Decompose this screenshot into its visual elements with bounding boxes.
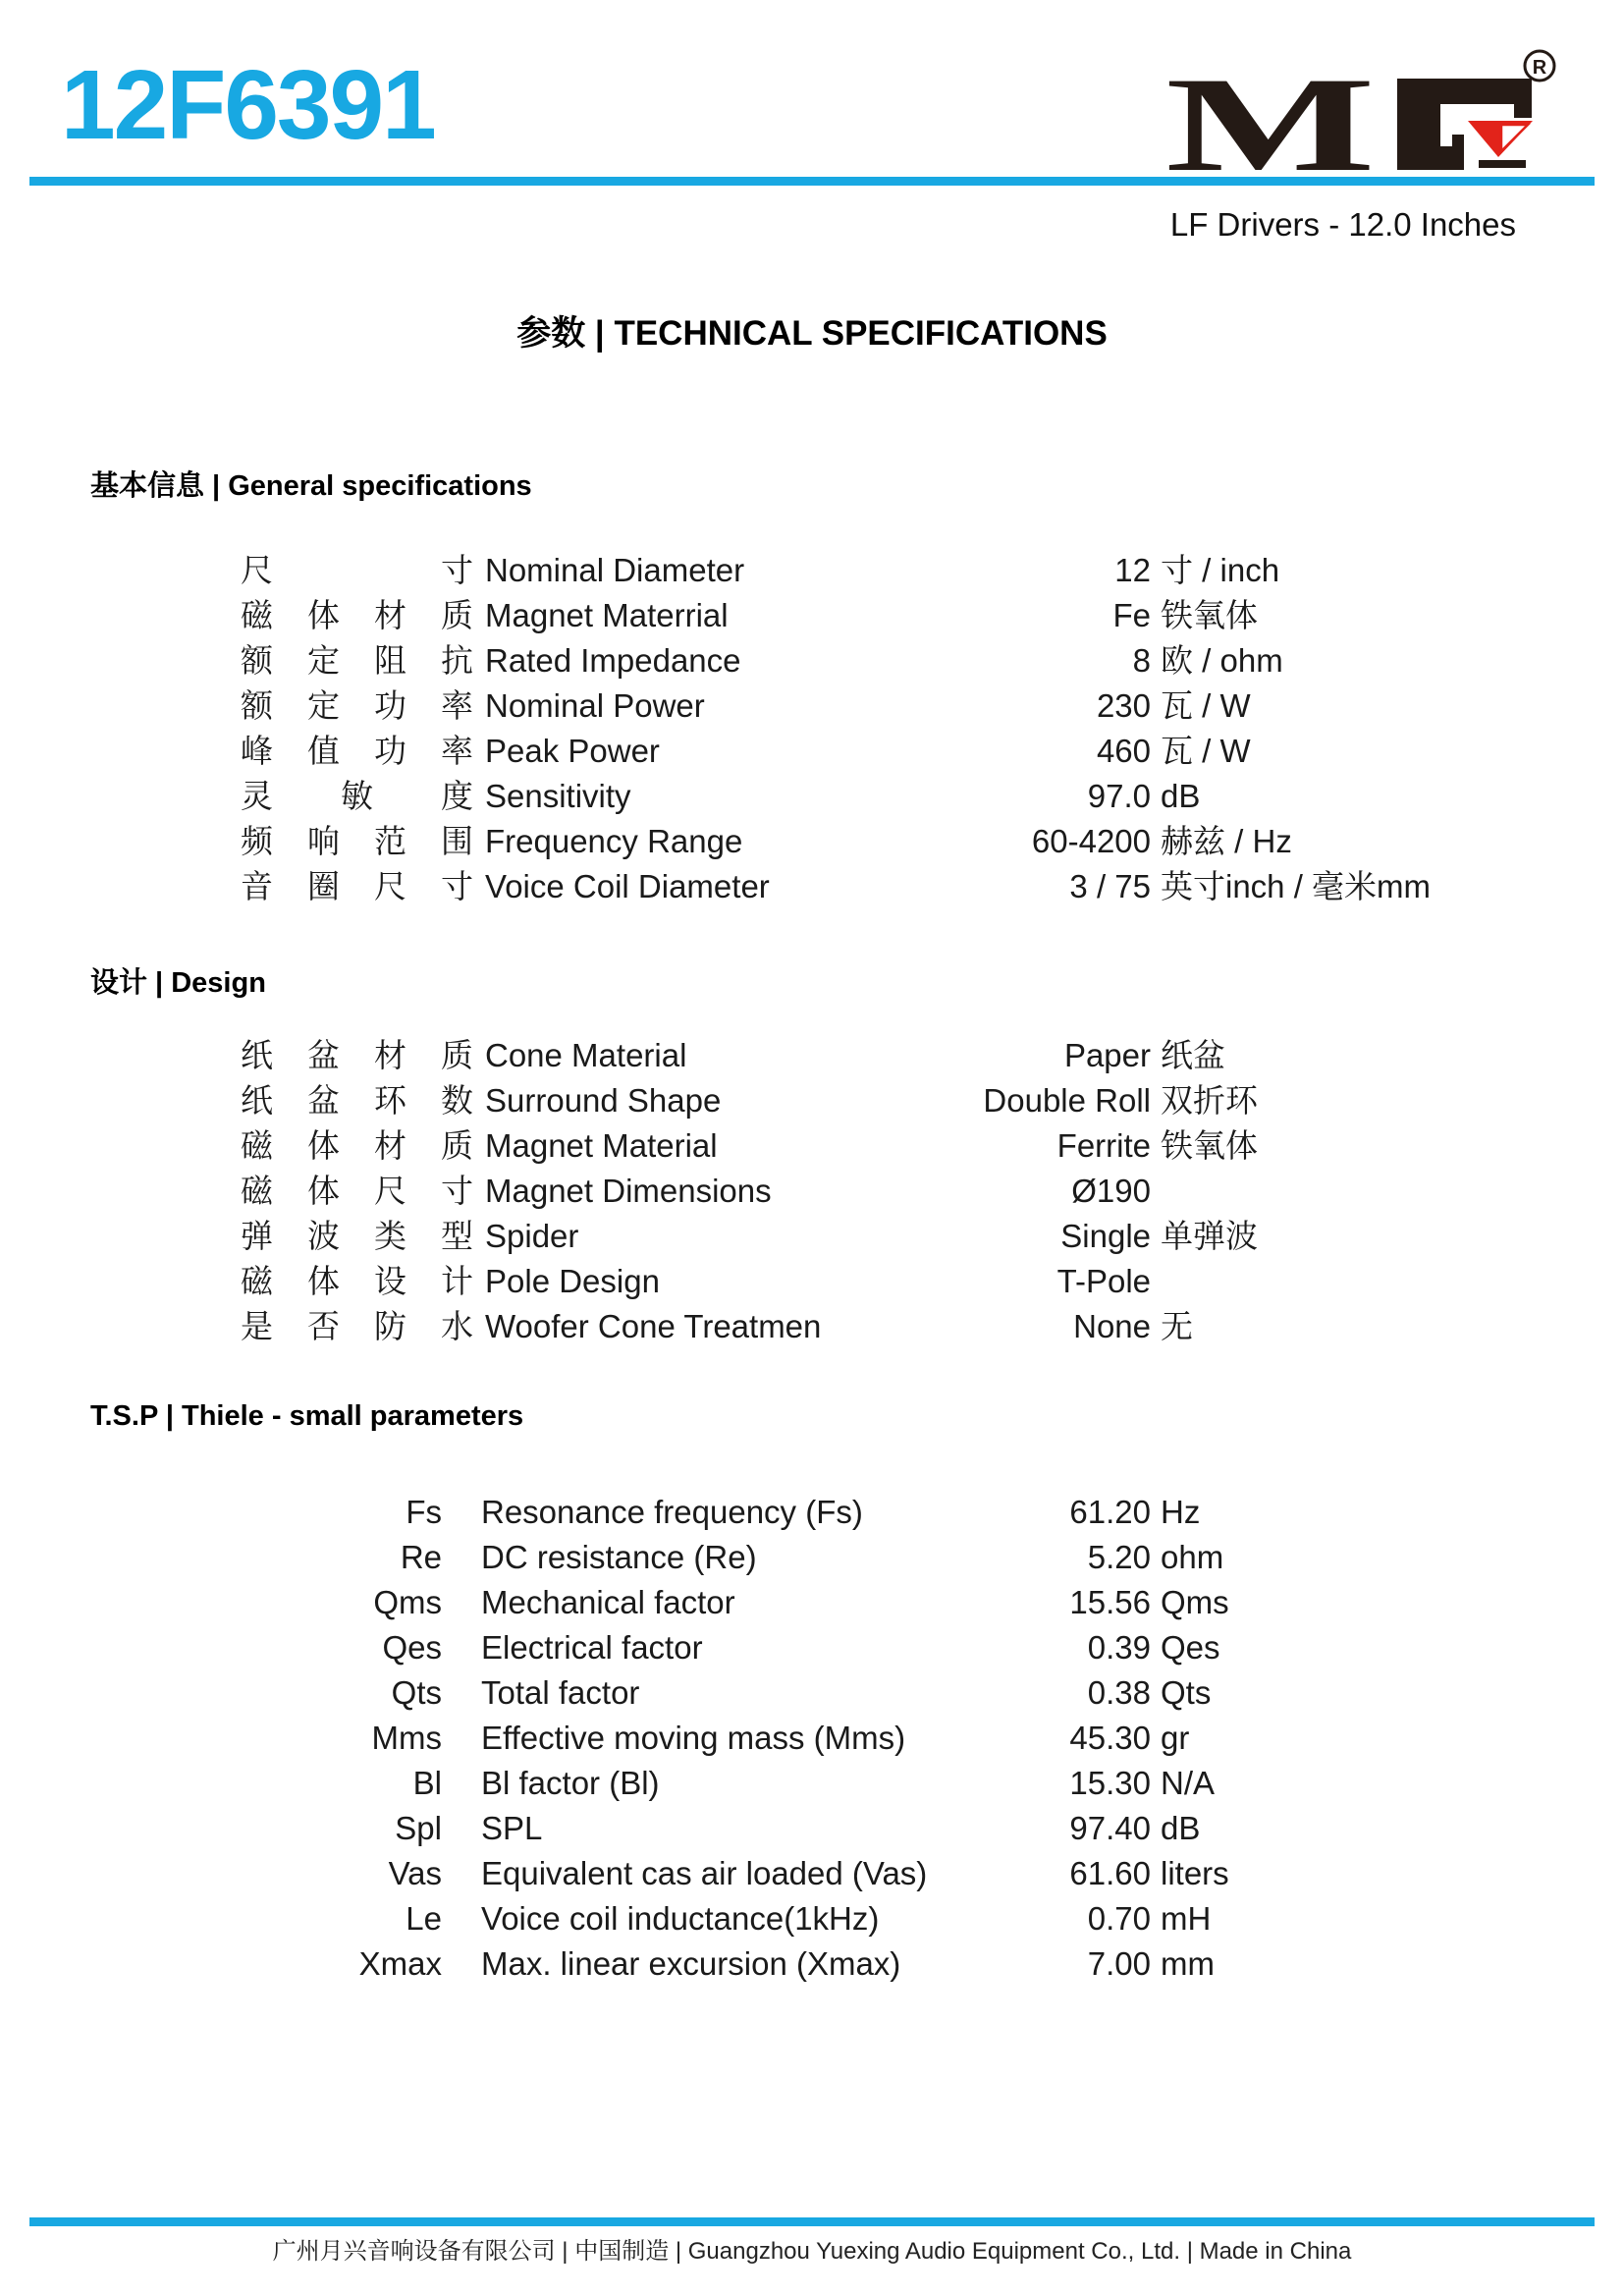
svg-text:R: R	[1532, 57, 1547, 79]
spec-value: 230	[1096, 687, 1151, 724]
spec-value: T-Pole	[1056, 1263, 1151, 1299]
spec-unit: 纸盆	[1161, 1037, 1225, 1073]
spec-unit: 赫兹 / Hz	[1161, 823, 1292, 859]
tsp-value: 15.56	[1069, 1584, 1151, 1620]
spec-label-en: Sensitivity	[485, 778, 631, 814]
spec-value: 3 / 75	[1069, 868, 1151, 904]
table-row	[0, 1169, 1624, 1214]
tsp-value: 0.70	[1087, 1900, 1151, 1937]
table-row	[0, 1896, 1624, 1941]
tsp-description: SPL	[481, 1810, 543, 1846]
registered-trademark-icon	[1525, 51, 1554, 81]
spec-label-en: Spider	[485, 1218, 579, 1254]
spec-unit: 单弹波	[1161, 1218, 1258, 1254]
spec-label-cn: 纸 盆 材 质	[241, 1037, 473, 1073]
spec-label-en: Nominal Diameter	[485, 552, 745, 588]
table-row	[0, 548, 1624, 593]
spec-label-en: Magnet Materrial	[485, 597, 729, 633]
spec-unit: 瓦 / W	[1161, 687, 1251, 724]
spec-label-cn: 峰 值 功 率	[241, 733, 473, 769]
spec-label-en: Surround Shape	[485, 1082, 722, 1119]
spec-value: 97.0	[1087, 778, 1151, 814]
spec-label-cn: 磁 体 材 质	[241, 1127, 473, 1164]
section-heading-tsp: T.S.P | Thiele - small parameters	[90, 1400, 524, 1432]
tsp-symbol: Qts	[391, 1674, 442, 1711]
table-row	[0, 1580, 1624, 1625]
spec-value: Ø190	[1071, 1173, 1151, 1209]
tsp-description: Equivalent cas air loaded (Vas)	[481, 1855, 928, 1891]
spec-label-cn: 音 圈 尺 寸	[241, 868, 473, 904]
page-title: 参数 | TECHNICAL SPECIFICATIONS	[516, 314, 1108, 353]
spec-unit: 瓦 / W	[1161, 733, 1251, 769]
tsp-value: 61.60	[1069, 1855, 1151, 1891]
model-number-title: 12F6391	[61, 50, 435, 160]
spec-label-en: Rated Impedance	[485, 642, 741, 679]
tsp-symbol: Xmax	[358, 1945, 442, 1982]
spec-label-en: Frequency Range	[485, 823, 743, 859]
table-row	[0, 593, 1624, 638]
spec-label-cn: 磁 体 尺 寸	[241, 1173, 473, 1209]
header-divider-line	[29, 177, 1595, 186]
spec-value: 60-4200	[1031, 823, 1151, 859]
table-row	[0, 1761, 1624, 1806]
spec-label-cn: 纸 盆 环 数	[241, 1082, 473, 1119]
logo-red-triangle-icon	[1468, 121, 1533, 157]
section-heading-general: 基本信息 | General specifications	[90, 470, 532, 502]
table-row	[0, 1670, 1624, 1716]
tsp-unit: mH	[1161, 1900, 1212, 1937]
spec-unit: 铁氧体	[1161, 1127, 1258, 1164]
table-row	[0, 1304, 1624, 1349]
tsp-unit: mm	[1161, 1945, 1215, 1982]
spec-label-cn: 额 定 阻 抗	[241, 642, 473, 679]
tsp-description: Resonance frequency (Fs)	[481, 1494, 863, 1530]
spec-value: None	[1073, 1308, 1151, 1344]
spec-label-cn: 频 响 范 围	[241, 823, 473, 859]
tsp-value: 0.38	[1087, 1674, 1151, 1711]
tsp-description: Effective moving mass (Mms)	[481, 1720, 906, 1756]
spec-label-en: Cone Material	[485, 1037, 687, 1073]
tsp-symbol: Qes	[382, 1629, 442, 1666]
spec-label-cn: 磁 体 设 计	[241, 1263, 473, 1299]
table-row	[0, 1806, 1624, 1851]
tsp-symbol: Le	[406, 1900, 442, 1937]
tsp-value: 7.00	[1087, 1945, 1151, 1982]
tsp-description: Mechanical factor	[481, 1584, 735, 1620]
spec-label-cn: 尺 寸	[241, 552, 473, 588]
tsp-symbol: Bl	[412, 1765, 442, 1801]
tsp-unit: gr	[1161, 1720, 1190, 1756]
tsp-value: 45.30	[1069, 1720, 1151, 1756]
tsp-symbol: Re	[400, 1539, 442, 1575]
table-row	[0, 774, 1624, 819]
tsp-unit: Qms	[1161, 1584, 1229, 1620]
spec-value: 460	[1096, 733, 1151, 769]
spec-value: Fe	[1112, 597, 1151, 633]
spec-value: 8	[1132, 642, 1151, 679]
table-row	[0, 638, 1624, 683]
table-row	[0, 1123, 1624, 1169]
spec-label-cn: 是 否 防 水	[241, 1308, 473, 1344]
spec-value: Single	[1060, 1218, 1151, 1254]
spec-label-en: Magnet Dimensions	[485, 1173, 772, 1209]
table-row	[0, 683, 1624, 729]
spec-label-cn: 额 定 功 率	[241, 687, 473, 724]
tsp-value: 61.20	[1069, 1494, 1151, 1530]
tsp-symbol: Mms	[371, 1720, 442, 1756]
tsp-value: 5.20	[1087, 1539, 1151, 1575]
table-row	[0, 1535, 1624, 1580]
tsp-parameters-table	[0, 1490, 1624, 1987]
tsp-unit: dB	[1161, 1810, 1201, 1846]
design-specs-table	[0, 1033, 1624, 1349]
tsp-unit: Qts	[1161, 1674, 1212, 1711]
table-row	[0, 1716, 1624, 1761]
spec-label-cn: 灵 敏 度	[241, 778, 473, 814]
tsp-symbol: Qms	[373, 1584, 442, 1620]
spec-unit: dB	[1161, 778, 1201, 814]
spec-unit: 寸 / inch	[1161, 552, 1280, 588]
table-row	[0, 1033, 1624, 1078]
table-row	[0, 1851, 1624, 1896]
driver-type-subtitle: LF Drivers - 12.0 Inches	[1169, 206, 1516, 243]
tsp-description: DC resistance (Re)	[481, 1539, 757, 1575]
table-row	[0, 1625, 1624, 1670]
table-row	[0, 864, 1624, 909]
spec-value: Ferrite	[1056, 1127, 1151, 1164]
footer-company-line: 广州月兴音响设备有限公司 | 中国制造 | Guangzhou Yuexing Audio Equipment Co., Ltd. | Made in China	[272, 2238, 1352, 2265]
table-row	[0, 729, 1624, 774]
tsp-description: Bl factor (Bl)	[481, 1765, 660, 1801]
spec-label-en: Woofer Cone Treatmen	[485, 1308, 822, 1344]
footer-divider-line	[29, 2217, 1595, 2226]
tsp-value: 15.30	[1069, 1765, 1151, 1801]
section-heading-design: 设计 | Design	[90, 967, 266, 999]
spec-unit: 铁氧体	[1161, 597, 1258, 633]
spec-value: 12	[1114, 552, 1151, 588]
tsp-description: Voice coil inductance(1kHz)	[481, 1900, 880, 1937]
table-row	[0, 1259, 1624, 1304]
spec-unit: 欧 / ohm	[1161, 642, 1283, 679]
tsp-unit: N/A	[1161, 1765, 1216, 1801]
tsp-symbol: Vas	[388, 1855, 442, 1891]
spec-unit: 无	[1161, 1308, 1193, 1344]
tsp-value: 97.40	[1069, 1810, 1151, 1846]
tsp-symbol: Spl	[395, 1810, 442, 1846]
brand-logo-mc	[1164, 44, 1556, 177]
table-row	[0, 1941, 1624, 1987]
tsp-unit: Qes	[1161, 1629, 1220, 1666]
tsp-description: Electrical factor	[481, 1629, 703, 1666]
spec-label-cn: 弹 波 类 型	[241, 1218, 473, 1254]
table-row	[0, 819, 1624, 864]
tsp-unit: ohm	[1161, 1539, 1224, 1575]
table-row	[0, 1214, 1624, 1259]
spec-value: Double Roll	[983, 1082, 1151, 1119]
spec-label-en: Magnet Material	[485, 1127, 718, 1164]
spec-label-en: Peak Power	[485, 733, 660, 769]
tsp-value: 0.39	[1087, 1629, 1151, 1666]
spec-label-en: Nominal Power	[485, 687, 705, 724]
spec-value: Paper	[1063, 1037, 1151, 1073]
tsp-description: Max. linear excursion (Xmax)	[481, 1945, 901, 1982]
spec-label-en: Voice Coil Diameter	[485, 868, 770, 904]
general-specs-table	[0, 548, 1624, 909]
tsp-unit: liters	[1161, 1855, 1229, 1891]
table-row	[0, 1490, 1624, 1535]
tsp-description: Total factor	[481, 1674, 640, 1711]
spec-unit: 英寸inch / 毫米mm	[1161, 868, 1432, 904]
spec-label-en: Pole Design	[485, 1263, 660, 1299]
spec-label-cn: 磁 体 材 质	[241, 597, 473, 633]
table-row	[0, 1078, 1624, 1123]
tsp-symbol: Fs	[406, 1494, 442, 1530]
spec-unit: 双折环	[1161, 1082, 1258, 1119]
logo-letter-m: M	[1165, 49, 1376, 177]
tsp-unit: Hz	[1161, 1494, 1201, 1530]
